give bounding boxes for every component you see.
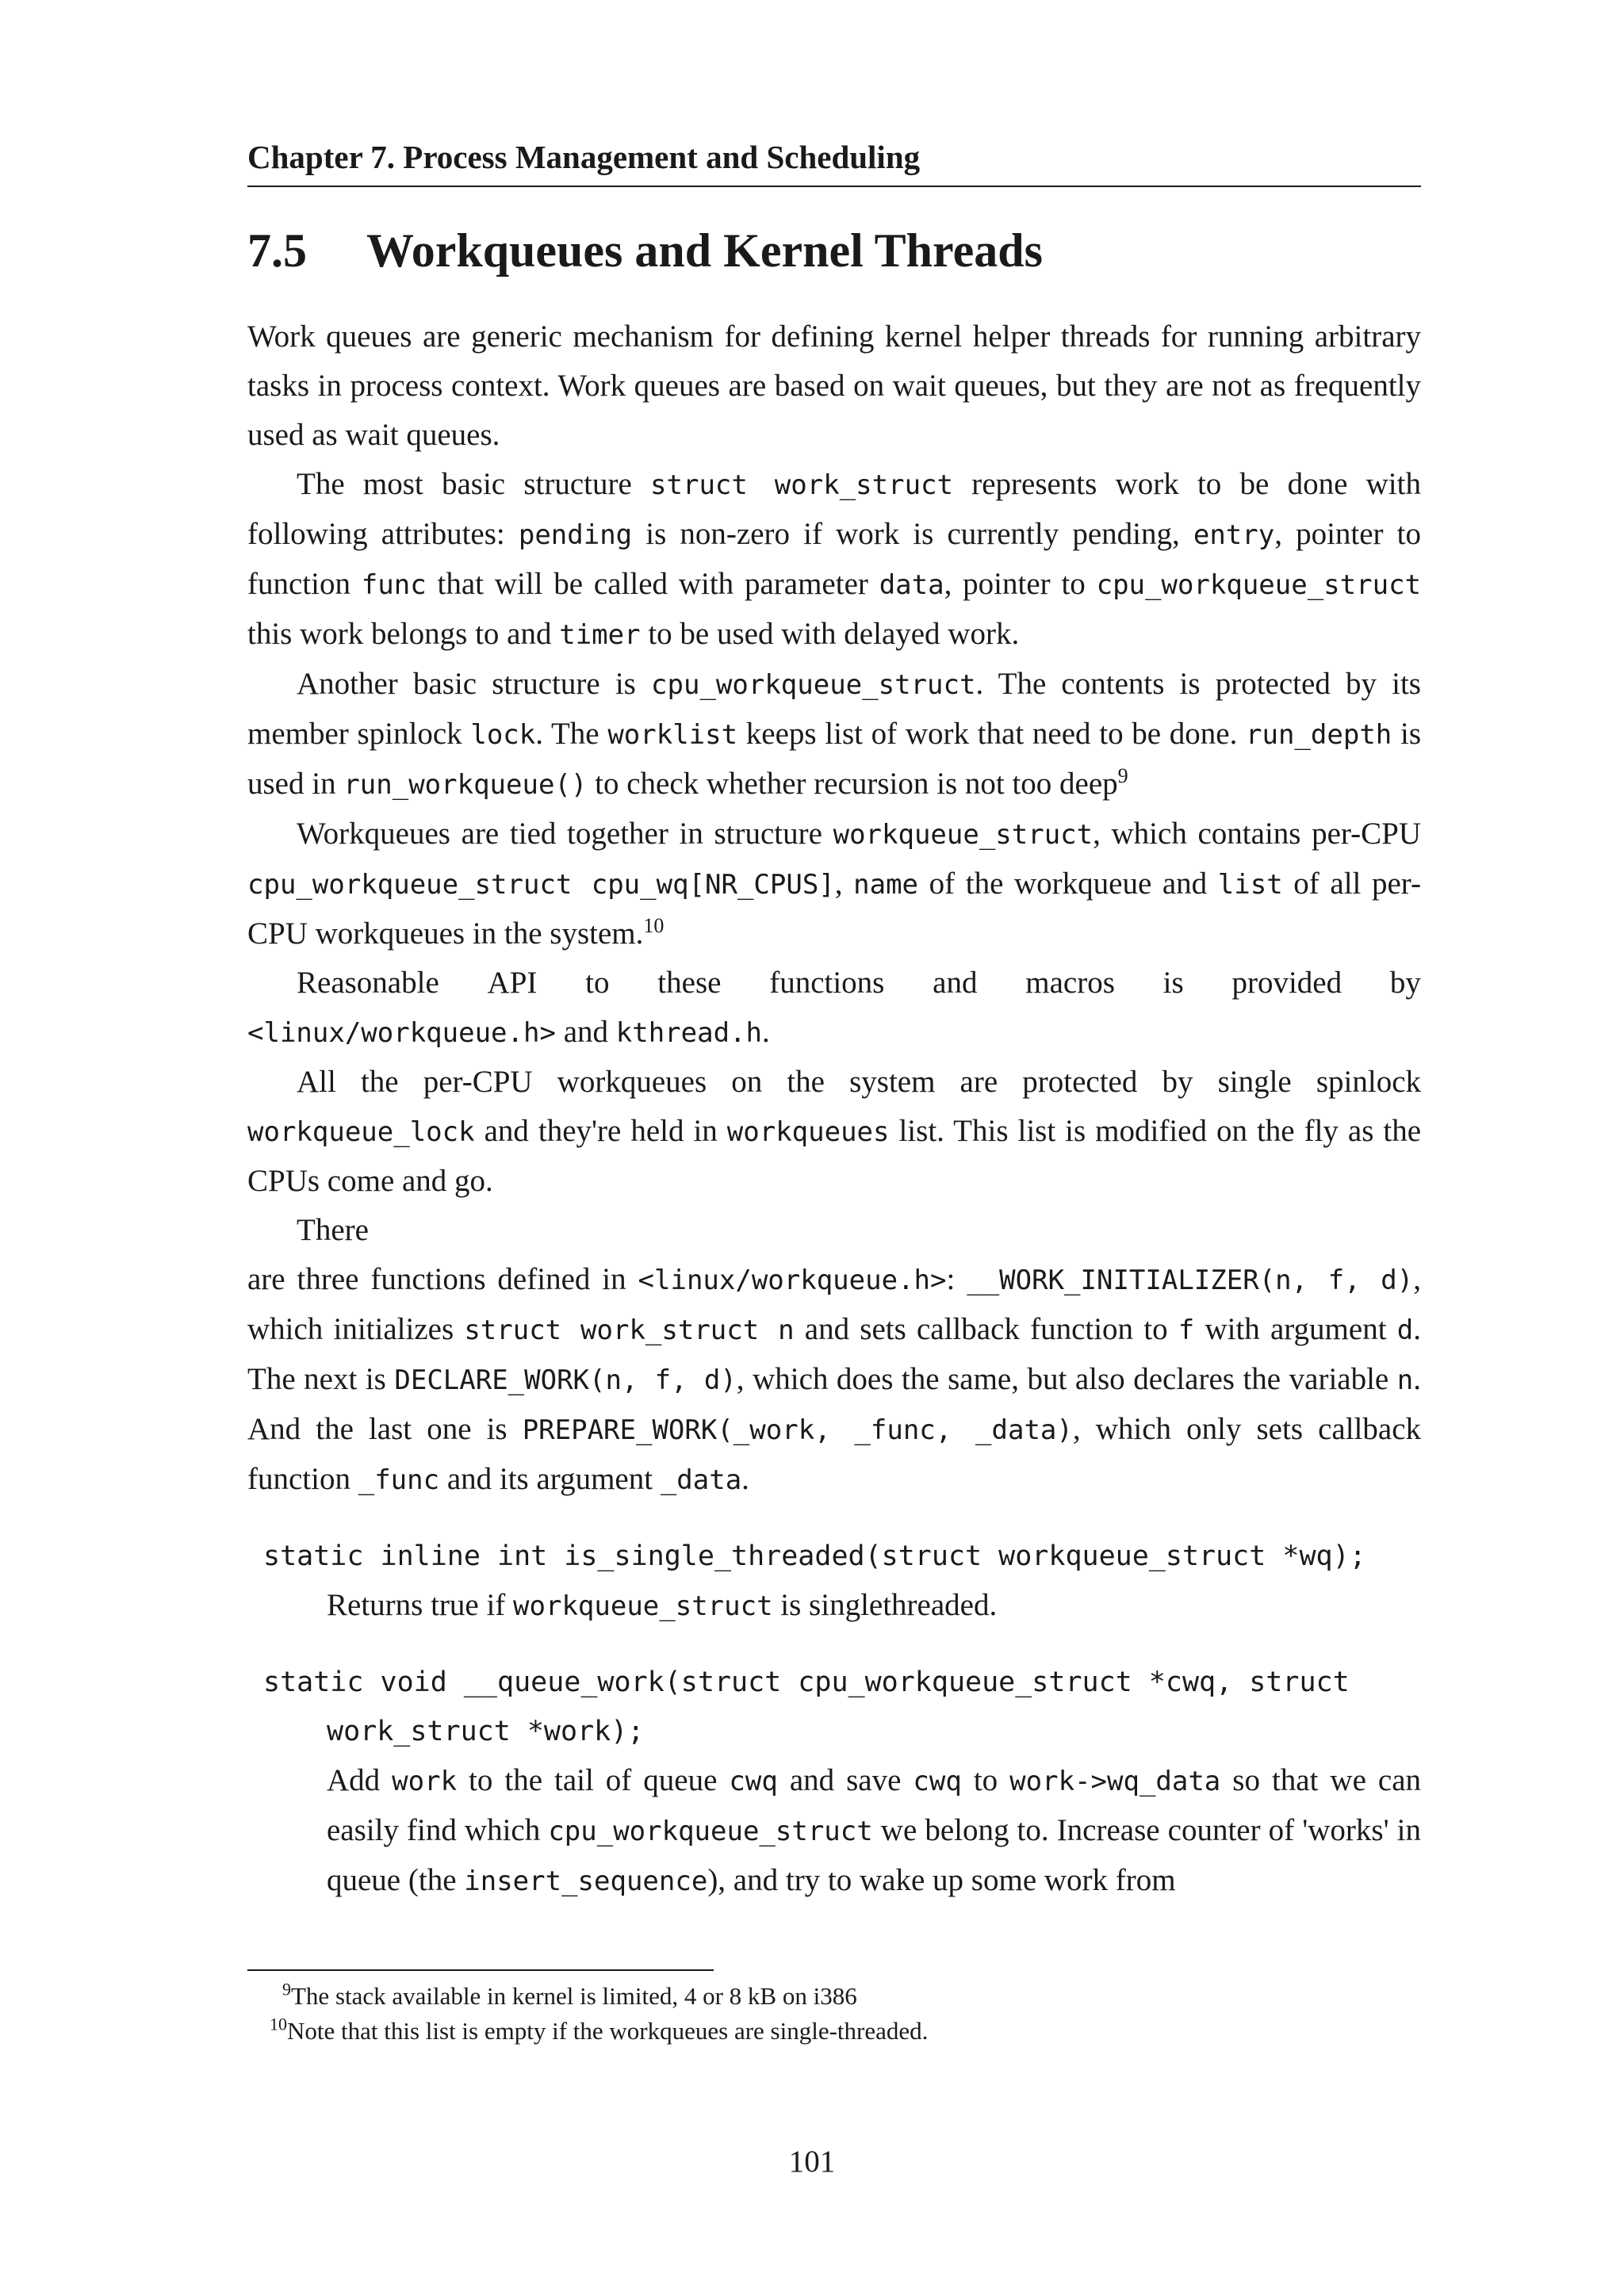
paragraph-functions bbox=[247, 1206, 1421, 1505]
api-signature: static void __queue_work(struct cpu_workqueue_struct *cwq, struct work_struct *work); bbox=[263, 1667, 1350, 1747]
section-title bbox=[247, 220, 1421, 281]
footnote-9: $^9$The stack available in kernel is limited, 4 or 8 kB on i386 bbox=[282, 1979, 857, 2010]
api-entry-is-single-threaded bbox=[247, 1532, 1421, 1631]
paragraph-work-struct: The most basic structure struct work_struct represents work to be done with following attributes: pending is non-zero if work is currently pending, entry, pointer to function func that will be called with parameter data, pointer to cpu_workqueue_struct this work belongs to and timer to be used with delayed work. bbox=[247, 467, 1422, 651]
footnote-ref-10[interactable]: 10 bbox=[643, 914, 665, 937]
paragraph-intro: Work queues are generic mechanism for defining kernel helper threads for running arbitrary tasks in process context. Work queues are based on wait queues, but they are not as frequently used as wait queues. bbox=[247, 320, 1421, 452]
api-entry-queue-work bbox=[247, 1658, 1421, 1906]
footnote-10: $^{10}$Note that this list is empty if the workqueues are single-threaded. bbox=[270, 2014, 929, 2045]
footnotes bbox=[247, 1979, 1421, 2049]
footnote-divider bbox=[247, 1969, 714, 1971]
paragraph-api-line2: <linux/workqueue.h> and kthread.h. bbox=[247, 1015, 770, 1049]
running-head: Chapter 7. Process Management and Scheduling bbox=[247, 135, 1421, 187]
api-signature: static inline int is_single_threaded(struct workqueue_struct *wq); bbox=[263, 1540, 1366, 1572]
section-title-text: Workqueues and Kernel Threads bbox=[366, 224, 1043, 277]
paragraph-functions-body: are three functions defined in <linux/workqueue.h>: __WORK_INITIALIZER(n, f, d), which initializes struct work_struct n and sets callback function to f with argument d. The next is DECLARE_WORK(n, f, d), which does the same, but also declares the variable n. And the last one is PREPARE_WORK(_work, _func, _data), which only sets callback function _func and its argument _data. bbox=[247, 1262, 1421, 1496]
page-body bbox=[247, 135, 1421, 1906]
api-description: Returns true if workqueue_struct is singlethreaded. bbox=[327, 1588, 998, 1622]
paragraph-workqueue-lock: All the per-CPU workqueues on the system are protected by single spinlock workqueue_lock and they're held in workqueues list. This list is modified on the fly as the CPUs come and go. bbox=[247, 1065, 1422, 1198]
paragraph-api bbox=[247, 959, 1421, 1058]
paragraph-cpu-workqueue: Another basic structure is cpu_workqueue_struct. The contents is protected by its member spinlock lock. The worklist keeps list of work that need to be done. run_depth is used in run_workqueue() to check whether recursion is not too deep$^9$ bbox=[247, 667, 1421, 801]
footnote-ref-9[interactable]: 9 bbox=[1117, 764, 1128, 787]
page-number: 101 bbox=[788, 2145, 836, 2179]
paragraph-functions-lead: There bbox=[297, 1213, 369, 1247]
paragraph-workqueue-struct: Workqueues are tied together in structure workqueue_struct, which contains per-CPU cpu_workqueue_struct cpu_wq[NR_CPUS], name of the workqueue and list of all per-CPU workqueues in the system.$^{10}$ bbox=[247, 817, 1421, 951]
api-description: Add work to the tail of queue cwq and save cwq to work->wq_data so that we can easily find which cpu_workqueue_struct we belong to. Increase counter of 'works' in queue (the insert_sequence), and try to wake up some work from bbox=[327, 1763, 1421, 1897]
paragraph-api-line1: Reasonable API to these functions and macros is provided by bbox=[297, 966, 1421, 1000]
section-number: 7.5 bbox=[247, 224, 307, 277]
